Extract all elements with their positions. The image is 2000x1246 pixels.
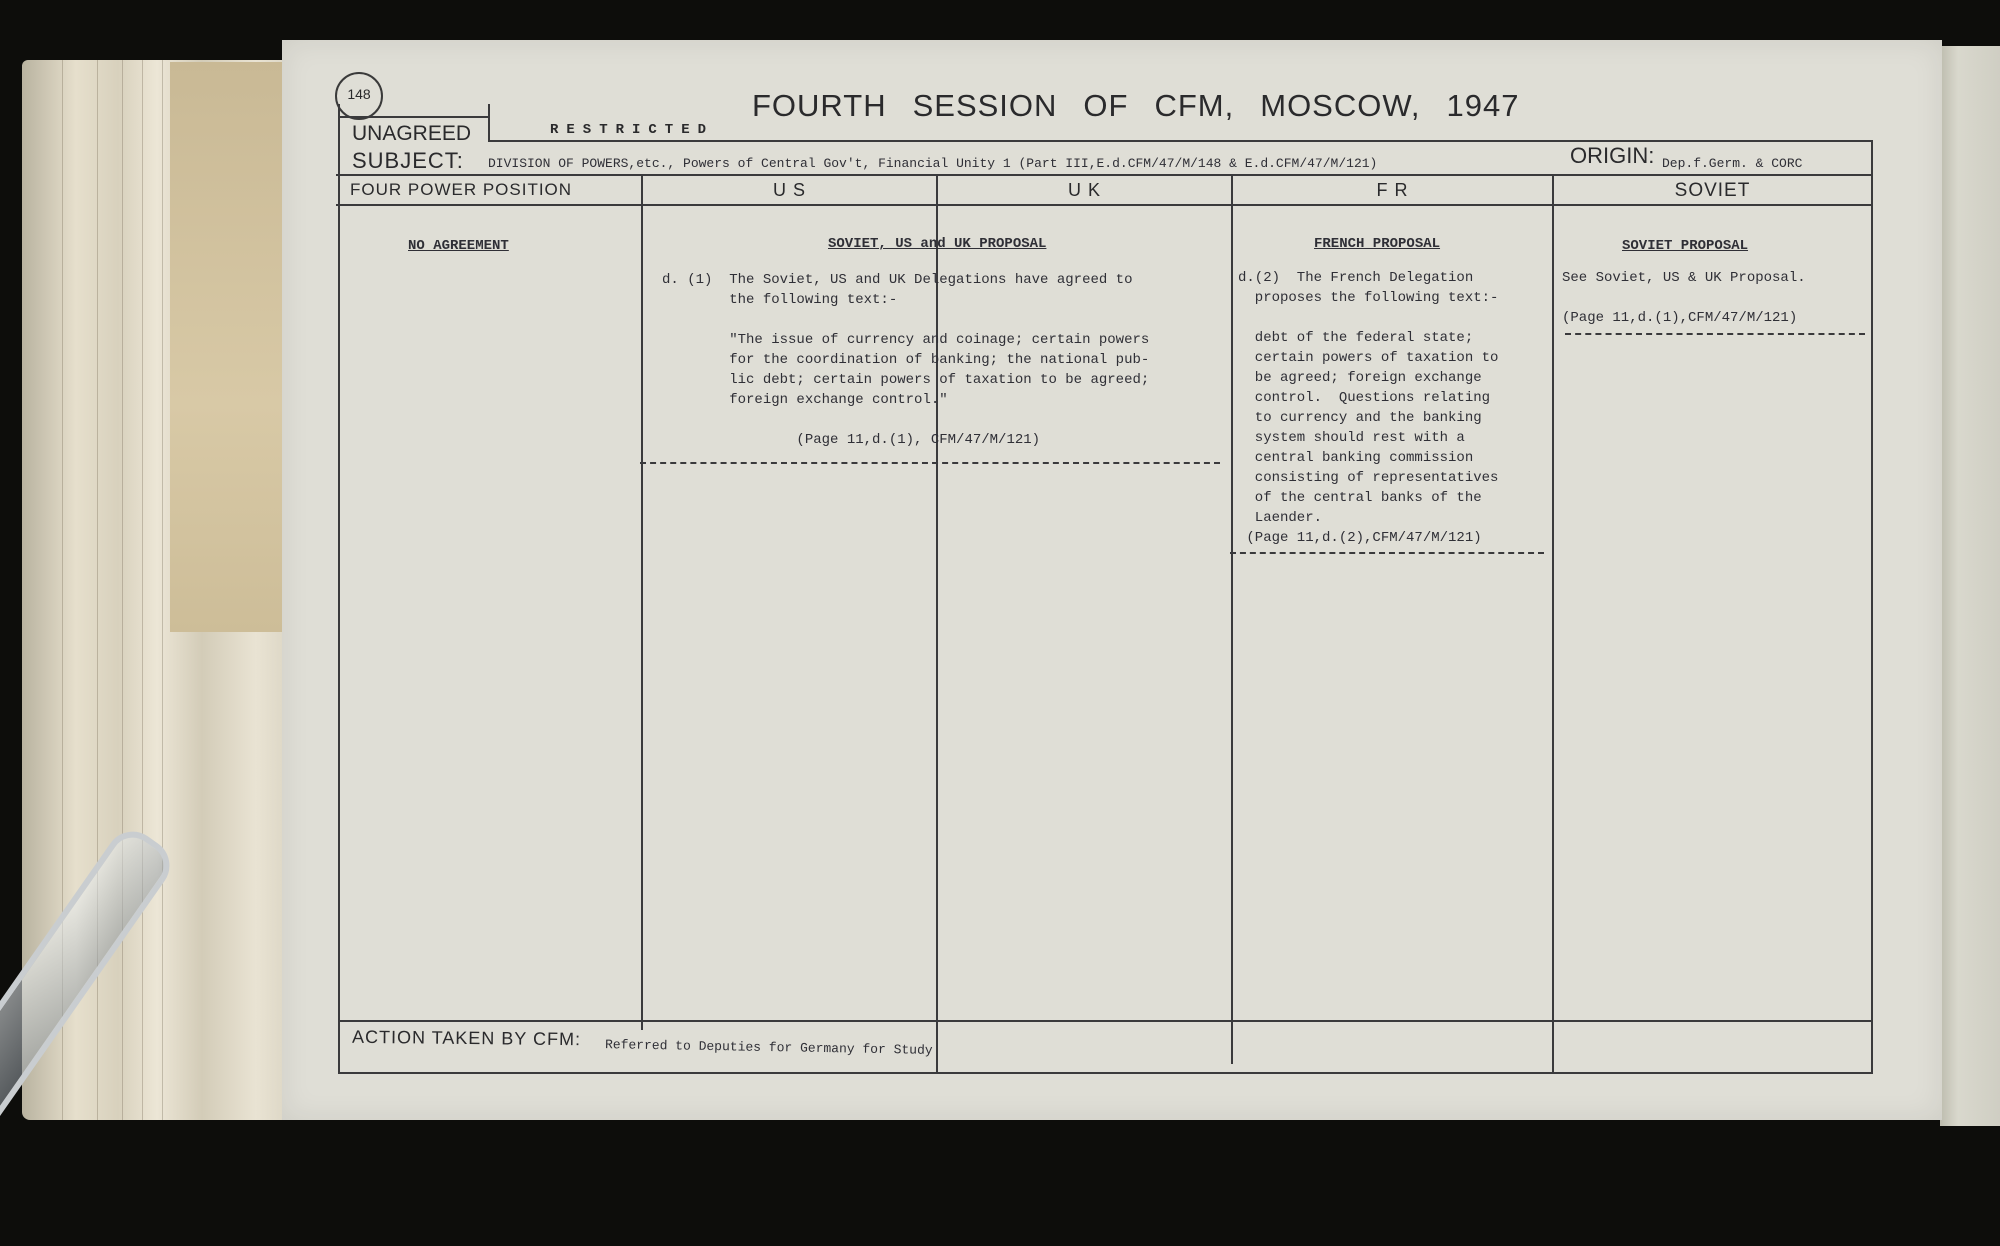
- form-rule: [1871, 140, 1873, 1074]
- dashed-separator: [1230, 552, 1544, 554]
- action-taken-value: Referred to Deputies for Germany for Study: [604, 1037, 933, 1058]
- unagreed-label: UNAGREED: [352, 122, 472, 145]
- us-uk-proposal-heading: SOVIET, US and UK PROPOSAL: [828, 236, 1047, 252]
- title-word: SESSION: [912, 88, 1058, 123]
- french-proposal-text: d.(2) The French Delegation proposes the following text:- debt of the federal state; certain powers of taxation to be agreed; foreign exchange control. Questions relating to currency and the banking system should rest with a central banking commission consisting of representatives of the central banks of the Laender. (Page 11,d.(2),CFM/47/M/121): [1238, 270, 1499, 546]
- title-word: OF: [1083, 88, 1129, 123]
- title-word: 1947: [1446, 88, 1520, 123]
- column-divider: [1552, 174, 1554, 1074]
- action-taken-label: ACTION TAKEN BY CFM:: [351, 1026, 582, 1050]
- title-word: MOSCOW,: [1260, 88, 1421, 123]
- column-header-uk: U K: [1067, 180, 1101, 200]
- form-rule: [338, 104, 340, 1074]
- page-right-edge: [1940, 46, 2000, 1126]
- form-rule: [340, 116, 490, 118]
- column-header-fr: F R: [1376, 180, 1409, 200]
- column-divider: [641, 174, 643, 1030]
- soviet-proposal-text: See Soviet, US & UK Proposal. (Page 11,d.(1),CFM/47/M/121): [1562, 270, 1806, 326]
- french-proposal-heading: FRENCH PROPOSAL: [1314, 236, 1441, 252]
- column-divider: [1231, 174, 1233, 1064]
- origin-value: Dep.f.Germ. & CORC: [1662, 156, 1803, 171]
- form-rule: [488, 140, 1873, 142]
- form-rule: [336, 174, 1873, 176]
- form-rule: [336, 204, 1873, 206]
- title-word: FOURTH: [752, 88, 887, 123]
- dashed-separator: [640, 462, 1220, 464]
- document-page: [282, 40, 1942, 1120]
- no-agreement-heading: NO AGREEMENT: [408, 238, 509, 254]
- column-header-us: U S: [772, 180, 806, 200]
- us-uk-proposal-text: d. (1) The Soviet, US and UK Delegations have agreed to the following text:- "The issue of currency and coinage; certain powers for the coordination of banking; the national pub- lic debt; certain powers of taxation to be agreed; foreign exchange control." (Page 11,d.(1), CFM/47/M/121): [662, 272, 1150, 448]
- restricted-stamp: RESTRICTED: [550, 122, 715, 138]
- form-rule: [338, 1020, 1873, 1022]
- origin-label: ORIGIN:: [1570, 143, 1655, 168]
- subject-label: SUBJECT:: [352, 148, 464, 173]
- column-header-four-power: FOUR POWER POSITION: [350, 180, 573, 199]
- index-tab-strip: [170, 62, 291, 632]
- page-number: 148: [335, 72, 383, 120]
- title-word: CFM,: [1154, 88, 1235, 123]
- subject-value: DIVISION OF POWERS,etc., Powers of Central Gov't, Financial Unity 1 (Part III,E.d.CFM/47/M/148 & E.d.CFM/47/M/121): [488, 156, 1378, 171]
- soviet-proposal-heading: SOVIET PROPOSAL: [1622, 238, 1749, 254]
- dashed-separator: [1565, 333, 1865, 335]
- column-header-soviet: SOVIET: [1674, 180, 1751, 201]
- form-rule: [488, 104, 490, 142]
- document-title: [752, 88, 1520, 124]
- form-rule: [338, 1072, 1873, 1074]
